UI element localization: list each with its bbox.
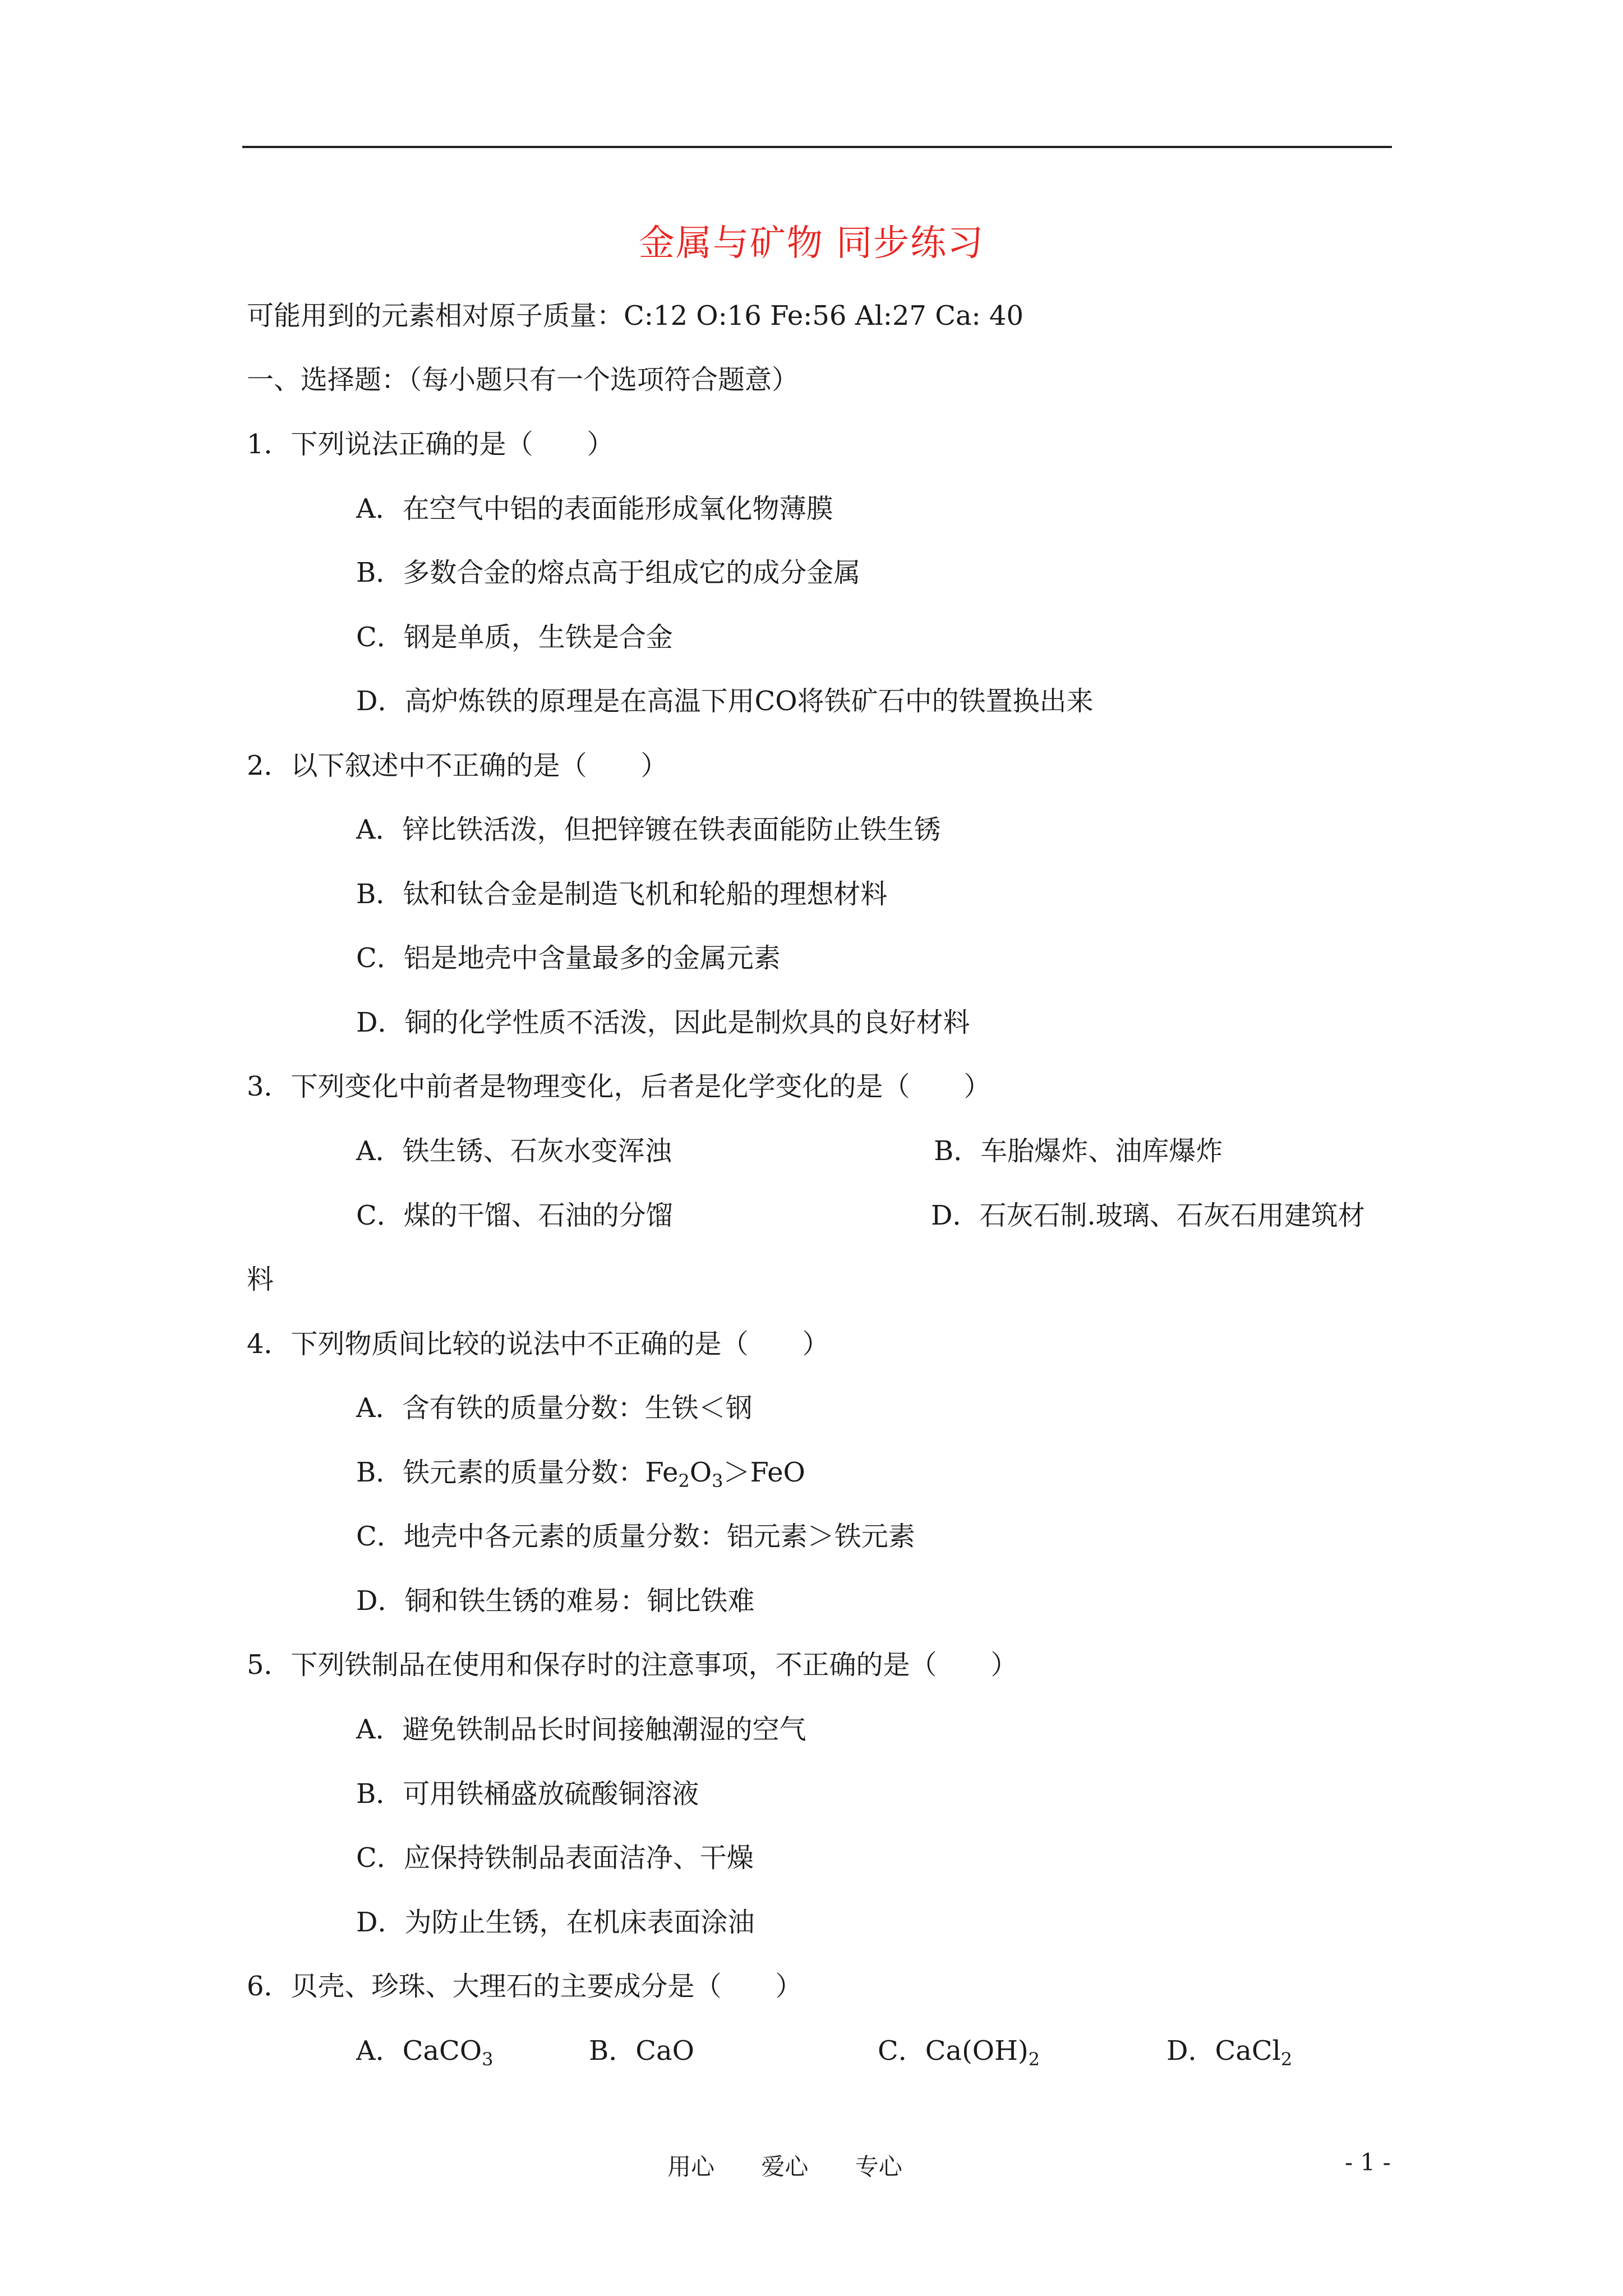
- q6d-subscript: 2: [1280, 2049, 1293, 2070]
- question-1-stem: 1．下列说法正确的是（ ）: [247, 429, 614, 460]
- footer-motto: [667, 2148, 942, 2182]
- question-1-option-a: A．在空气中铝的表面能形成氧化物薄膜: [356, 493, 833, 524]
- question-3-option-a: A．铁生锈、石灰水变浑浊: [356, 1135, 672, 1167]
- header-rule: [242, 146, 1392, 148]
- q6a-subscript: 3: [482, 2049, 494, 2070]
- question-6-stem: 6．贝壳、珍珠、大理石的主要成分是（ ）: [247, 1971, 803, 2002]
- question-4-option-b: [356, 1456, 805, 1492]
- question-3-option-d: D．石灰石制.玻璃、石灰石用建筑材: [931, 1200, 1365, 1231]
- question-5-option-a: A．避免铁制品长时间接触潮湿的空气: [356, 1714, 806, 1745]
- question-2-option-c: C．铝是地壳中含量最多的金属元素: [356, 942, 781, 974]
- page-number: - 1 -: [1345, 2148, 1391, 2176]
- footer-word-1: 用心: [667, 2153, 715, 2180]
- question-1-option-b: B．多数合金的熔点高于组成它的成分金属: [356, 557, 861, 588]
- question-6-option-b: B．CaO: [589, 2035, 694, 2067]
- footer-word-2: 爱心: [761, 2153, 809, 2180]
- atomic-mass-intro: 可能用到的元素相对原子质量：C:12 O:16 Fe:56 Al:27 Ca: 40: [247, 300, 1024, 332]
- question-2-stem: 2．以下叙述中不正确的是（ ）: [247, 750, 668, 781]
- q4b-subscript-2: 3: [712, 1470, 723, 1492]
- question-4-option-a: A．含有铁的质量分数：生铁＜钢: [356, 1392, 753, 1424]
- question-4-option-c: C．地壳中各元素的质量分数：铝元素＞铁元素: [356, 1521, 915, 1552]
- question-3-option-b: B．车胎爆炸、油库爆炸: [934, 1135, 1223, 1167]
- footer-word-3: 专心: [855, 2153, 902, 2180]
- question-2-option-a: A．锌比铁活泼，但把锌镀在铁表面能防止铁生锈: [356, 814, 941, 845]
- page-title: 金属与矿物 同步练习: [638, 223, 985, 264]
- question-5-option-c: C．应保持铁制品表面洁净、干燥: [356, 1842, 754, 1874]
- question-4-option-d: D．铜和铁生锈的难易：铜比铁难: [356, 1585, 755, 1617]
- question-5-stem: 5．下列铁制品在使用和保存时的注意事项，不正确的是（ ）: [247, 1649, 1018, 1681]
- q4b-suffix: ＞FeO: [723, 1457, 805, 1488]
- question-2-option-d: D．铜的化学性质不活泼，因此是制炊具的良好材料: [356, 1007, 970, 1038]
- question-6-option-d: [1166, 2034, 1292, 2068]
- question-3-stem: 3．下列变化中前者是物理变化，后者是化学变化的是（ ）: [247, 1071, 991, 1102]
- question-2-option-b: B．钛和钛合金是制造飞机和轮船的理想材料: [356, 878, 888, 910]
- q6d-text: D．CaCl: [1166, 2035, 1281, 2067]
- question-5-option-b: B．可用铁桶盛放硫酸铜溶液: [356, 1778, 699, 1810]
- q4b-prefix: B．铁元素的质量分数：Fe: [356, 1457, 679, 1488]
- q4b-subscript-1: 2: [678, 1470, 690, 1492]
- question-1-option-c: C．钢是单质，生铁是合金: [356, 622, 673, 653]
- question-4-stem: 4．下列物质间比较的说法中不正确的是（ ）: [247, 1328, 829, 1360]
- question-1-option-d: D．高炉炼铁的原理是在高温下用CO将铁矿石中的铁置换出来: [356, 685, 1094, 717]
- q6c-subscript: 2: [1028, 2049, 1040, 2070]
- question-6-option-c: [878, 2034, 1040, 2068]
- question-3-option-d-continued: 料: [247, 1264, 274, 1295]
- question-5-option-d: D．为防止生锈，在机床表面涂油: [356, 1907, 755, 1938]
- q6c-text: C．Ca(OH): [878, 2035, 1029, 2067]
- q4b-mid: O: [689, 1457, 712, 1488]
- q6a-text: A．CaCO: [356, 2035, 482, 2067]
- question-3-option-c: C．煤的干馏、石油的分馏: [356, 1200, 673, 1231]
- question-6-option-a: [356, 2034, 493, 2068]
- section-heading: 一、选择题：（每小题只有一个选项符合题意）: [247, 364, 799, 395]
